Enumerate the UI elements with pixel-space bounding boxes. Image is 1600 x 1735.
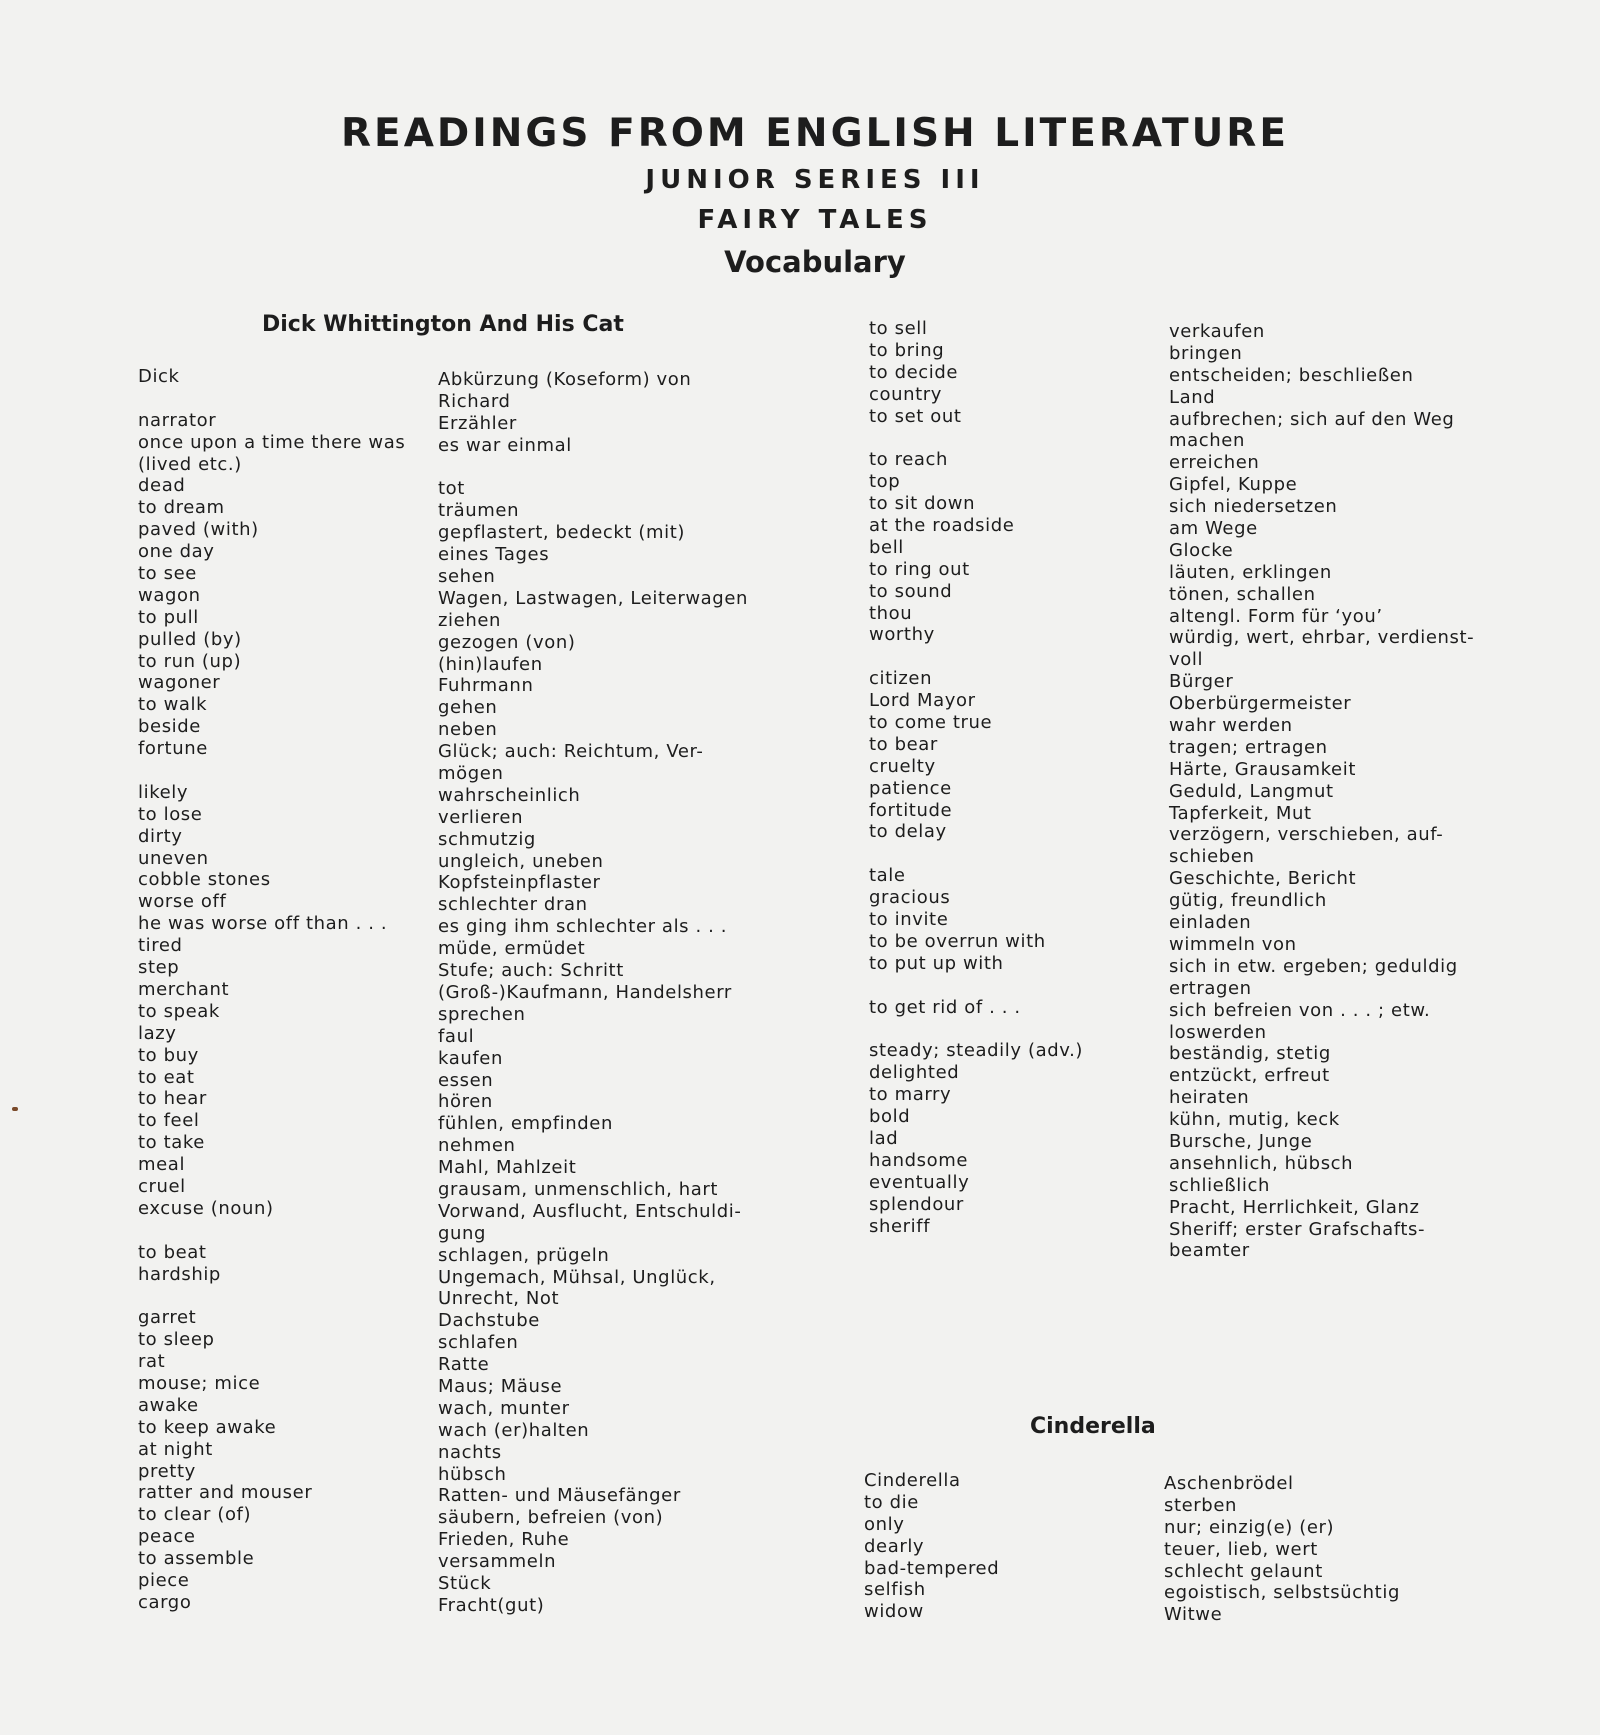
- vocab-entry: (Groß-)Kaufmann, Handelsherr: [438, 981, 732, 1003]
- vocab-entry: gütig, freundlich: [1169, 890, 1327, 912]
- vocab-entry: to speak: [138, 1000, 220, 1022]
- cinderella-english-column: [864, 1470, 999, 1623]
- vocab-entry: Land: [1169, 386, 1216, 408]
- vocab-entry: to take: [138, 1132, 205, 1154]
- vocab-entry: to sleep: [138, 1329, 215, 1351]
- vocab-entry: nehmen: [438, 1135, 516, 1157]
- vocab-entry: aufbrechen; sich auf den Weg: [1169, 408, 1455, 430]
- vocab-entry: faul: [438, 1025, 475, 1047]
- vocab-entry: wahr werden: [1169, 715, 1293, 737]
- series-label: JUNIOR SERIES III: [645, 165, 985, 195]
- vocab-entry: wach (er)halten: [438, 1419, 590, 1441]
- vocab-entry: merchant: [138, 978, 230, 1000]
- vocab-entry: at the roadside: [869, 515, 1015, 537]
- vocab-entry: to sell: [869, 318, 928, 339]
- dick-german-column: [438, 369, 748, 1617]
- vocab-entry: excuse (noun): [138, 1197, 274, 1219]
- vocab-entry: to set out: [869, 405, 962, 427]
- vocab-entry: meal: [138, 1154, 186, 1176]
- vocab-entry: rat: [138, 1351, 166, 1373]
- vocab-entry: loswerden: [1169, 1021, 1267, 1043]
- vocab-entry: [438, 457, 748, 479]
- vocab-entry: once upon a time there was: [138, 431, 406, 453]
- vocab-entry: Erzähler: [438, 412, 517, 434]
- vocab-entry: [869, 646, 1083, 668]
- subtitle-label: FAIRY TALES: [697, 205, 933, 235]
- vocab-entry: to dream: [138, 497, 225, 519]
- vocab-entry: Glocke: [1169, 539, 1234, 561]
- vocab-entry: läuten, erklingen: [1169, 561, 1332, 583]
- vocab-entry: to reach: [869, 449, 949, 471]
- vocab-entry: schlecht gelaunt: [1164, 1560, 1323, 1582]
- vocab-entry: ertragen: [1169, 977, 1252, 999]
- vocab-entry: sprechen: [438, 1003, 526, 1025]
- vocab-entry: [138, 760, 405, 782]
- vocab-entry: to pull: [138, 606, 199, 628]
- vocab-entry: to get rid of . . .: [869, 996, 1021, 1018]
- section-title-cinderella: Cinderella: [1030, 1414, 1156, 1439]
- vocab-entry: Lord Mayor: [869, 690, 976, 712]
- vocab-entry: Stück: [438, 1572, 492, 1594]
- vocab-entry: dearly: [864, 1535, 925, 1557]
- vocab-entry: Pracht, Herrlichkeit, Glanz: [1169, 1196, 1420, 1218]
- vocab-entry: sich in etw. ergeben; geduldig: [1169, 955, 1458, 977]
- vocab-entry: at night: [138, 1438, 213, 1460]
- vocab-entry: [138, 1220, 405, 1242]
- vocab-entry: verlieren: [438, 806, 524, 828]
- vocab-entry: Härte, Grausamkeit: [1169, 758, 1356, 780]
- vocab-entry: likely: [138, 781, 189, 803]
- vocab-entry: Witwe: [1164, 1604, 1223, 1626]
- vocab-entry: peace: [138, 1526, 196, 1548]
- vocab-entry: to put up with: [869, 952, 1004, 974]
- vocab-entry: fühlen, empfinden: [438, 1113, 613, 1135]
- vocab-entry: Stufe; auch: Schritt: [438, 960, 624, 982]
- vocab-entry: egoistisch, selbstsüchtig: [1164, 1582, 1400, 1604]
- vocab-entry: uneven: [138, 847, 209, 869]
- vocab-entry: verkaufen: [1169, 321, 1265, 342]
- vocab-entry: schlagen, prügeln: [438, 1244, 610, 1266]
- vocab-entry: only: [864, 1513, 905, 1535]
- vocab-entry: Richard: [438, 390, 511, 412]
- vocab-entry: sehen: [438, 566, 496, 588]
- vocab-entry: narrator: [138, 409, 217, 431]
- vocab-entry: delighted: [869, 1062, 960, 1084]
- vocab-entry: to sound: [869, 580, 953, 602]
- vocab-entry: lazy: [138, 1022, 177, 1044]
- vocab-entry: gung: [438, 1222, 487, 1244]
- vocab-entry: sheriff: [869, 1215, 931, 1237]
- vocab-entry: erreichen: [1169, 452, 1260, 474]
- vocab-entry: Ratten- und Mäusefänger: [438, 1485, 681, 1507]
- vocab-entry: wach, munter: [438, 1397, 570, 1419]
- vocab-entry: sich niedersetzen: [1169, 496, 1338, 518]
- vocab-entry: Bursche, Junge: [1169, 1130, 1313, 1152]
- vocab-entry: to eat: [138, 1066, 195, 1088]
- vocab-entry: entzückt, erfreut: [1169, 1065, 1330, 1087]
- vocab-entry: ziehen: [438, 609, 502, 631]
- vocab-entry: müde, ermüdet: [438, 938, 586, 960]
- vocab-entry: (lived etc.): [138, 453, 242, 475]
- vocab-entry: fortitude: [869, 799, 953, 821]
- vocab-entry: Fuhrmann: [438, 675, 534, 697]
- vocab-entry: heiraten: [1169, 1087, 1250, 1109]
- vocab-entry: hübsch: [438, 1463, 507, 1485]
- vocab-entry: mögen: [438, 763, 504, 785]
- vocab-entry: wagon: [138, 584, 201, 606]
- vocab-entry: Kopfsteinpflaster: [438, 872, 601, 894]
- vocab-entry: ratter and mouser: [138, 1482, 313, 1504]
- vocab-entry: Wagen, Lastwagen, Leiterwagen: [438, 587, 749, 609]
- vocab-entry: to keep awake: [138, 1416, 277, 1438]
- vocab-entry: cruel: [138, 1175, 186, 1197]
- vocab-entry: Glück; auch: Reichtum, Ver-: [438, 741, 704, 763]
- vocab-entry: essen: [438, 1069, 494, 1091]
- vocab-entry: piece: [138, 1569, 190, 1591]
- vocab-entry: Ratte: [438, 1354, 490, 1376]
- vocab-entry: Geduld, Langmut: [1169, 780, 1334, 802]
- vocab-entry: voll: [1169, 649, 1204, 671]
- vocab-entry: schließlich: [1169, 1174, 1271, 1196]
- vocab-entry: tot: [438, 478, 465, 500]
- vocab-entry: schieben: [1169, 846, 1255, 868]
- vocab-entry: altengl. Form für ‘you’: [1169, 605, 1383, 627]
- vocab-entry: beständig, stetig: [1169, 1043, 1331, 1065]
- vocab-entry: tragen; ertragen: [1169, 736, 1328, 758]
- vocab-entry: worthy: [869, 624, 935, 646]
- vocab-entry: lad: [869, 1127, 899, 1149]
- vocab-entry: splendour: [869, 1193, 964, 1215]
- vocab-entry: wagoner: [138, 672, 221, 694]
- vocab-entry: country: [869, 383, 943, 405]
- vocab-entry: wimmeln von: [1169, 933, 1297, 955]
- vocab-entry: eventually: [869, 1171, 970, 1193]
- vocab-entry: mouse; mice: [138, 1372, 261, 1394]
- vocab-entry: gepflastert, bedeckt (mit): [438, 522, 686, 544]
- vocab-entry: gezogen (von): [438, 631, 576, 653]
- vocab-entry: to bring: [869, 339, 945, 361]
- vocab-entry: gehen: [438, 697, 498, 719]
- vocab-entry: tale: [869, 865, 906, 887]
- vocab-entry: to buy: [138, 1044, 199, 1066]
- vocab-entry: machen: [1169, 430, 1245, 452]
- vocab-entry: cruelty: [869, 755, 936, 777]
- vocab-entry: nur; einzig(e) (er): [1164, 1516, 1335, 1538]
- vocab-entry: bad-tempered: [864, 1557, 1000, 1579]
- vocab-entry: schlechter dran: [438, 894, 588, 916]
- vocab-entry: verzögern, verschieben, auf-: [1169, 824, 1444, 846]
- vocab-entry: Dachstube: [438, 1310, 540, 1332]
- vocab-entry: to clear (of): [138, 1504, 252, 1526]
- vocab-entry: step: [138, 957, 180, 979]
- vocab-entry: citizen: [869, 668, 933, 690]
- vocab-entry: one day: [138, 541, 215, 563]
- vocab-entry: dirty: [138, 825, 183, 847]
- vocab-entry: garret: [138, 1307, 197, 1329]
- vocab-entry: grausam, unmenschlich, hart: [438, 1178, 719, 1200]
- vocab-entry: Geschichte, Bericht: [1169, 868, 1357, 890]
- vocab-entry: Fracht(gut): [438, 1594, 545, 1616]
- vocab-entry: to die: [864, 1491, 919, 1513]
- vocab-entry: to run (up): [138, 650, 242, 672]
- page-header: [0, 108, 1600, 284]
- vocab-entry: Sheriff; erster Grafschafts-: [1169, 1218, 1426, 1240]
- vocab-entry: es ging ihm schlechter als . . .: [438, 916, 728, 938]
- vocab-entry: widow: [864, 1601, 924, 1623]
- vocab-entry: entscheiden; beschließen: [1169, 364, 1414, 386]
- vocab-entry: tired: [138, 935, 183, 957]
- vocab-entry: top: [869, 471, 901, 493]
- vocab-entry: nachts: [438, 1441, 502, 1463]
- vocab-entry: kühn, mutig, keck: [1169, 1109, 1340, 1131]
- vocab-entry: he was worse off than . . .: [138, 913, 388, 935]
- vocab-entry: steady; steadily (adv.): [869, 1040, 1084, 1062]
- vocab-entry: hören: [438, 1091, 493, 1113]
- vocab-entry: Oberbürgermeister: [1169, 693, 1352, 715]
- vocab-entry: träumen: [438, 500, 520, 522]
- page-title: READINGS FROM ENGLISH LITERATURE: [341, 111, 1289, 156]
- vocab-entry: Cinderella: [864, 1470, 961, 1491]
- vocab-entry: einladen: [1169, 912, 1252, 934]
- vocab-entry: Aschenbrödel: [1164, 1473, 1294, 1494]
- section-title-dick-whittington: Dick Whittington And His Cat: [262, 312, 624, 337]
- vocab-entry: Gipfel, Kuppe: [1169, 474, 1298, 496]
- vocab-entry: to walk: [138, 694, 208, 716]
- vocab-entry: to sit down: [869, 493, 976, 515]
- vocab-entry: tönen, schallen: [1169, 583, 1316, 605]
- vocab-entry: handsome: [869, 1149, 969, 1171]
- vocab-entry: neben: [438, 719, 498, 741]
- vocab-entry: to see: [138, 563, 197, 585]
- vocab-entry: [138, 388, 405, 410]
- vocab-entry: to lose: [138, 803, 203, 825]
- vocab-entry: to marry: [869, 1084, 952, 1106]
- vocab-entry: [869, 427, 1083, 449]
- vocab-entry: [869, 843, 1083, 865]
- vocab-entry: wahrscheinlich: [438, 784, 581, 806]
- vocab-entry: selfish: [864, 1579, 926, 1601]
- vocab-entry: es war einmal: [438, 434, 572, 456]
- vocab-entry: to beat: [138, 1241, 207, 1263]
- cinderella-german-column: [1164, 1473, 1400, 1626]
- vocab-entry: cargo: [138, 1591, 192, 1613]
- vocab-entry: bringen: [1169, 342, 1243, 364]
- vocab-entry: Ungemach, Mühsal, Unglück,: [438, 1266, 716, 1288]
- vocab-entry: dead: [138, 475, 186, 497]
- vocab-entry: bold: [869, 1106, 911, 1128]
- vocab-entry: to bear: [869, 733, 938, 755]
- vocab-entry: awake: [138, 1394, 199, 1416]
- vocab-entry: Vorwand, Ausflucht, Entschuldi-: [438, 1200, 742, 1222]
- vocab-entry: ansehnlich, hübsch: [1169, 1152, 1354, 1174]
- vocab-entry: eines Tages: [438, 544, 550, 566]
- vocab-entry: to hear: [138, 1088, 207, 1110]
- vocab-entry: gracious: [869, 887, 951, 909]
- dick-german-column-continued: [1169, 321, 1474, 1262]
- vocab-entry: säubern, befreien (von): [438, 1507, 664, 1529]
- vocab-entry: to decide: [869, 361, 959, 383]
- vocab-entry: sich befreien von . . . ; etw.: [1169, 999, 1431, 1021]
- vocab-entry: pretty: [138, 1460, 196, 1482]
- vocab-entry: am Wege: [1169, 518, 1258, 540]
- vocab-entry: worse off: [138, 891, 227, 913]
- vocab-entry: beamter: [1169, 1240, 1250, 1262]
- vocab-entry: patience: [869, 777, 952, 799]
- vocab-entry: Tapferkeit, Mut: [1169, 802, 1312, 824]
- vocab-entry: versammeln: [438, 1551, 557, 1573]
- vocab-entry: cobble stones: [138, 869, 271, 891]
- vocab-entry: paved (with): [138, 519, 259, 541]
- vocab-entry: schmutzig: [438, 828, 536, 850]
- vocab-entry: Bürger: [1169, 671, 1234, 693]
- paper-speck: [12, 1107, 18, 1111]
- vocab-entry: to assemble: [138, 1548, 255, 1570]
- vocab-entry: to ring out: [869, 558, 970, 580]
- vocab-entry: fortune: [138, 738, 208, 760]
- dick-english-column: [138, 366, 405, 1614]
- vocab-entry: to invite: [869, 909, 949, 931]
- vocab-entry: Frieden, Ruhe: [438, 1529, 570, 1551]
- vocab-entry: to delay: [869, 821, 947, 843]
- vocab-entry: kaufen: [438, 1047, 503, 1069]
- dick-english-column-continued: [869, 318, 1083, 1237]
- vocab-entry: Maus; Mäuse: [438, 1375, 563, 1397]
- vocab-entry: Abkürzung (Koseform) von: [438, 369, 692, 390]
- vocab-entry: ungleich, uneben: [438, 850, 604, 872]
- vocab-entry: pulled (by): [138, 628, 242, 650]
- vocab-entry: würdig, wert, ehrbar, verdienst-: [1169, 627, 1475, 649]
- vocab-entry: bell: [869, 536, 904, 558]
- vocab-entry: to be overrun with: [869, 930, 1046, 952]
- vocab-entry: sterben: [1164, 1494, 1238, 1516]
- vocab-entry: hardship: [138, 1263, 221, 1285]
- vocab-entry: to come true: [869, 712, 993, 734]
- vocab-entry: Mahl, Mahlzeit: [438, 1157, 577, 1179]
- vocab-entry: (hin)laufen: [438, 653, 543, 675]
- vocabulary-heading: Vocabulary: [724, 245, 906, 279]
- vocab-entry: schlafen: [438, 1332, 519, 1354]
- vocab-entry: Dick: [138, 366, 180, 387]
- vocab-entry: teuer, lieb, wert: [1164, 1538, 1318, 1560]
- vocab-entry: thou: [869, 602, 913, 624]
- vocab-entry: to feel: [138, 1110, 200, 1132]
- vocab-entry: [869, 1019, 1083, 1041]
- vocab-entry: [138, 1285, 405, 1307]
- vocab-entry: [869, 975, 1083, 997]
- vocab-entry: beside: [138, 716, 201, 738]
- vocab-entry: Unrecht, Not: [438, 1288, 560, 1310]
